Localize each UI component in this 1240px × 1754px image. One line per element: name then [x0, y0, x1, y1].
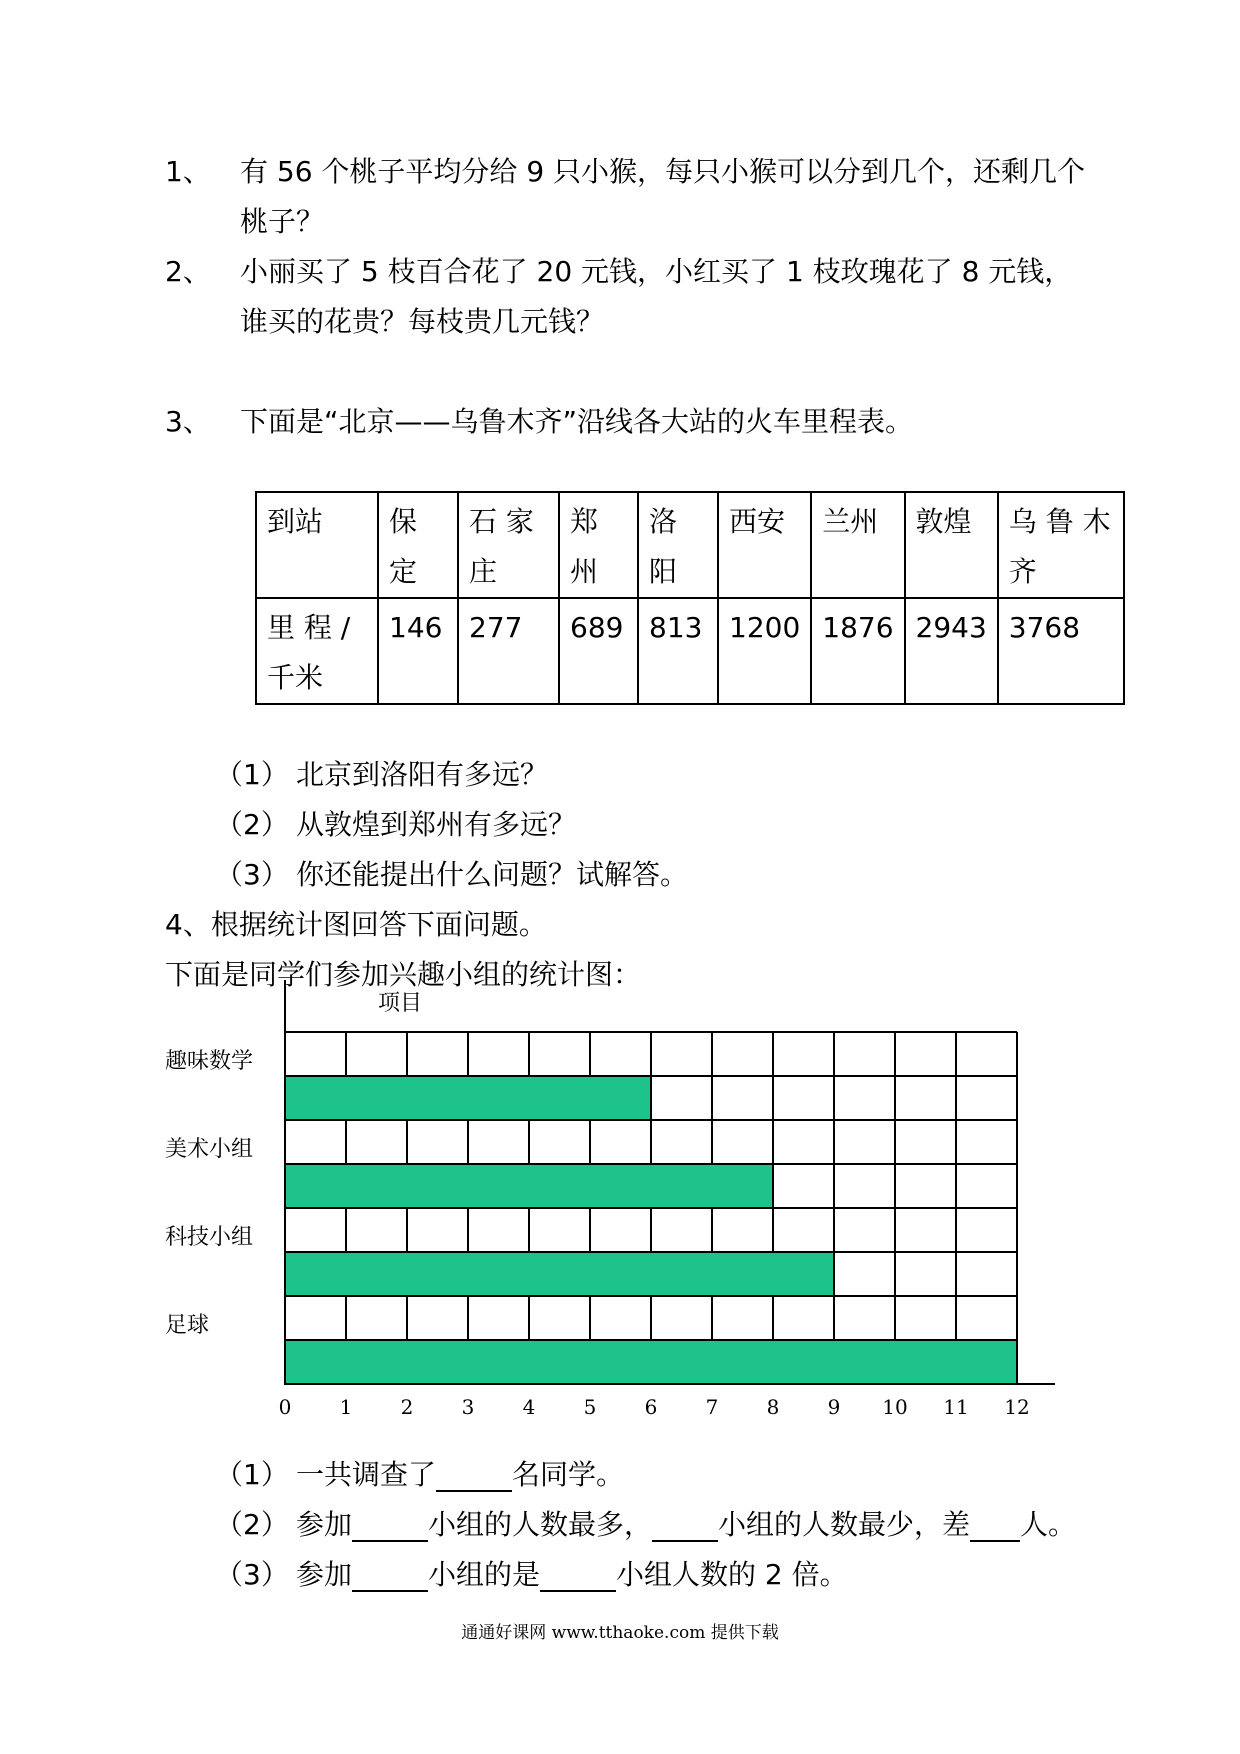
tick-label: 7: [705, 1395, 719, 1419]
table-cell: 敦煌: [905, 492, 998, 598]
subq-4-2-part-b: 小组的人数最多，: [428, 1508, 653, 1541]
table-header-row: [256, 492, 1124, 598]
subq-4-3-part-a: 参加: [296, 1558, 353, 1591]
table-cell: 277: [458, 598, 559, 704]
chart-x-ticks: [279, 1395, 1030, 1419]
subq-3-3-number: （3）: [215, 858, 289, 891]
bar: [285, 1340, 1017, 1384]
table-cell: 813: [638, 598, 718, 704]
category-label: 美术小组: [165, 1137, 254, 1162]
tick-label: 4: [522, 1395, 536, 1419]
problem-1-number: 1、: [165, 155, 211, 188]
table-row: [256, 598, 1124, 704]
problem-4-intro: 下面是同学们参加兴趣小组的统计图：: [165, 958, 642, 991]
tick-label: 9: [827, 1395, 841, 1419]
table-cell: 146: [378, 598, 458, 704]
subq-3-3-text: 你还能提出什么问题？试解答。: [296, 858, 689, 891]
subq-4-2-number: （2）: [215, 1508, 289, 1541]
chart-y-axis-label: 项目: [378, 991, 423, 1016]
table-cell: 1200: [718, 598, 811, 704]
page-footer: 通通好课网 www.tthaoke.com 提供下载: [461, 1623, 779, 1643]
interest-group-bar-chart: [0, 980, 1240, 1450]
subq-4-2-part-a: 参加: [296, 1508, 353, 1541]
subq-3-1-text: 北京到洛阳有多远？: [296, 758, 549, 791]
problem-3-line1: 下面是“北京——乌鲁木齐”沿线各大站的火车里程表。: [240, 405, 914, 438]
tick-label: 3: [461, 1395, 475, 1419]
answer-blank[interactable]: [970, 1510, 1020, 1542]
table-cell: 689: [559, 598, 638, 704]
tick-label: 1: [339, 1395, 353, 1419]
tick-label: 8: [766, 1395, 780, 1419]
answer-blank[interactable]: [652, 1510, 718, 1542]
category-label: 科技小组: [165, 1225, 254, 1250]
category-label: 足球: [165, 1313, 210, 1338]
table-cell: 乌 鲁 木 齐: [998, 492, 1124, 598]
subq-4-2-part-c: 小组的人数最少，差: [718, 1508, 971, 1541]
problem-4-title: 4、根据统计图回答下面问题。: [165, 908, 547, 941]
table-cell: 保 定: [378, 492, 458, 598]
problem-2-line2: 谁买的花贵？每枝贵几元钱？: [240, 305, 605, 338]
subq-4-3-part-b: 小组的是: [428, 1558, 541, 1591]
tick-label: 6: [644, 1395, 658, 1419]
answer-blank[interactable]: [540, 1560, 616, 1592]
problem-1-line1: 有 56 个桃子平均分给 9 只小猴，每只小猴可以分到几个，还剩几个: [240, 155, 1086, 188]
subq-4-1-part-a: 一共调查了: [296, 1458, 437, 1491]
problem-3-number: 3、: [165, 405, 211, 438]
bar: [285, 1076, 651, 1120]
problem-2-number: 2、: [165, 255, 211, 288]
table-cell: 3768: [998, 598, 1124, 704]
subq-3-2-number: （2）: [215, 808, 289, 841]
tick-label: 12: [1004, 1395, 1030, 1419]
subq-3-1-number: （1）: [215, 758, 289, 791]
bar: [285, 1164, 773, 1208]
table-cell: 兰州: [811, 492, 904, 598]
subq-4-1-number: （1）: [215, 1458, 289, 1491]
subq-4-1-part-b: 名同学。: [512, 1458, 625, 1491]
table-cell: 郑 州: [559, 492, 638, 598]
answer-blank[interactable]: [352, 1560, 428, 1592]
subq-4-2-part-d: 人。: [1020, 1508, 1077, 1541]
table-cell: 到站: [256, 492, 378, 598]
tick-label: 5: [583, 1395, 597, 1419]
subq-4-1-text: [296, 1458, 624, 1492]
table-cell: 西安: [718, 492, 811, 598]
category-label: 趣味数学: [165, 1049, 254, 1074]
table-cell: 1876: [811, 598, 904, 704]
answer-blank[interactable]: [436, 1460, 512, 1492]
bar: [285, 1252, 834, 1296]
table-cell: 石 家 庄: [458, 492, 559, 598]
problem-1-line2: 桃子？: [240, 205, 325, 238]
table-cell: 洛 阳: [638, 492, 718, 598]
table-cell: 里 程 / 千米: [256, 598, 378, 704]
table-cell: 2943: [905, 598, 998, 704]
chart-category-labels: [165, 1049, 253, 1338]
problem-2-line1: 小丽买了 5 枝百合花了 20 元钱，小红买了 1 枝玫瑰花了 8 元钱，: [240, 255, 1073, 288]
subq-4-3-part-c: 小组人数的 2 倍。: [616, 1558, 848, 1591]
subq-3-2-text: 从敦煌到郑州有多远？: [296, 808, 577, 841]
distance-table: [255, 491, 1125, 705]
tick-label: 11: [943, 1395, 969, 1419]
tick-label: 0: [278, 1395, 292, 1419]
subq-4-3-text: [296, 1558, 848, 1592]
subq-4-2-text: [296, 1508, 1076, 1542]
answer-blank[interactable]: [352, 1510, 428, 1542]
tick-label: 2: [400, 1395, 414, 1419]
tick-label: 10: [882, 1395, 908, 1419]
subq-4-3-number: （3）: [215, 1558, 289, 1591]
